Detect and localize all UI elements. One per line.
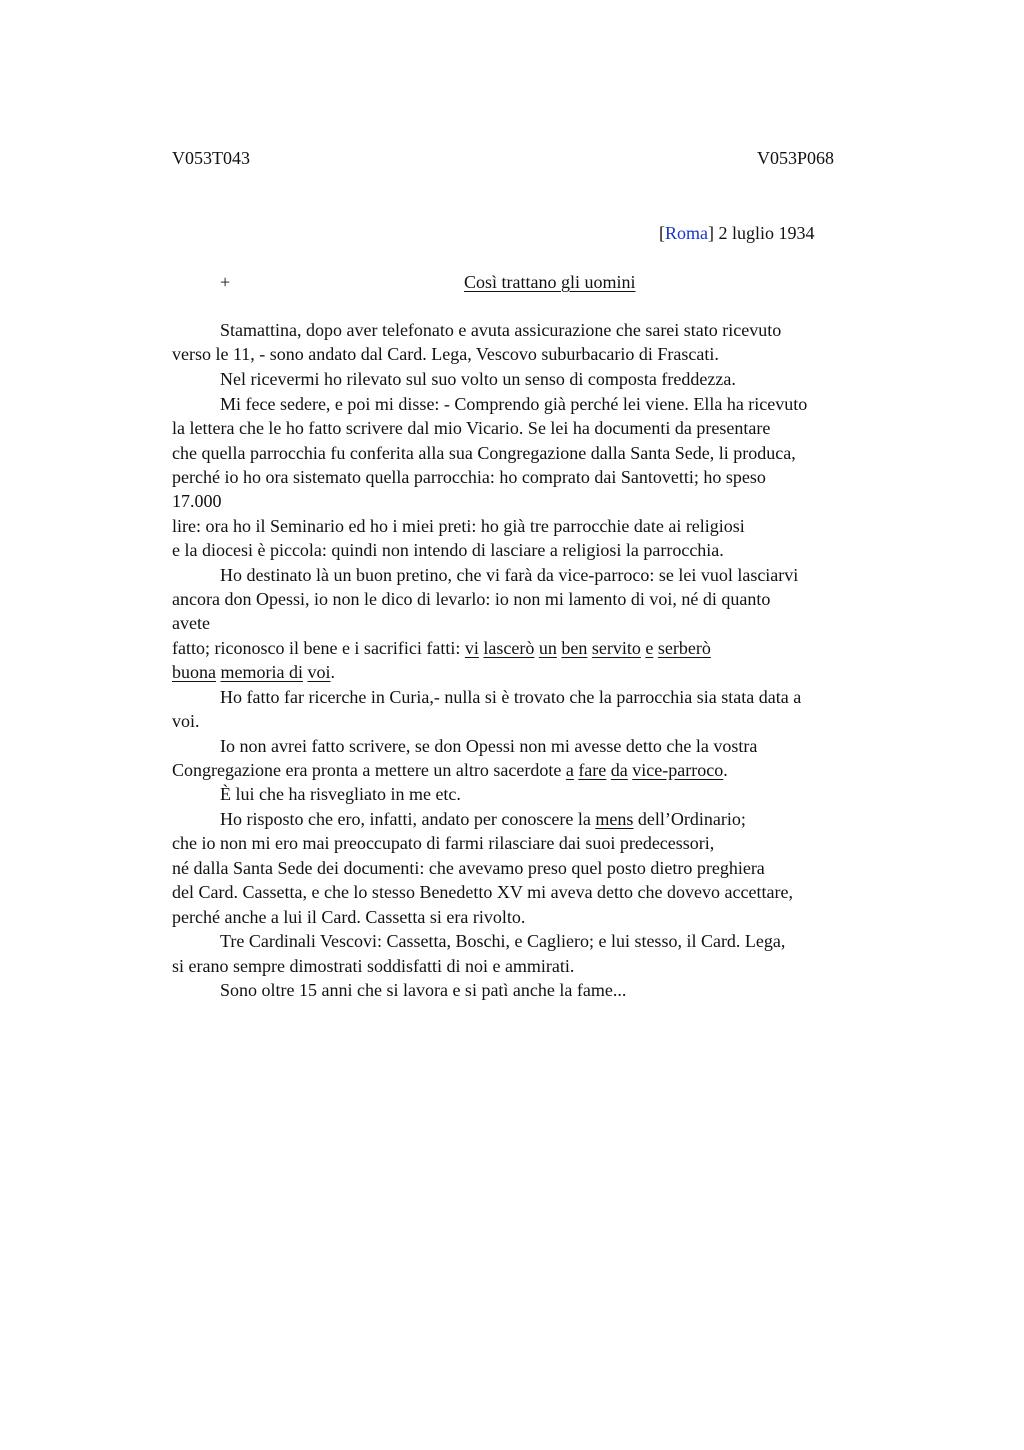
body-line: si erano sempre dimostrati soddisfatti di noi e ammirati.: [172, 956, 575, 976]
body-line: [172, 636, 711, 660]
body-text: .: [330, 662, 335, 682]
body-line: Nel ricevermi ho rilevato sul suo volto un senso di composta freddezza.: [220, 369, 736, 389]
body-line: 17.000: [172, 491, 222, 511]
document-code-right: V053P068: [757, 148, 835, 168]
body-line: [220, 807, 746, 831]
underlined-word: mens: [595, 809, 634, 829]
body-text: fatto; riconosco il bene e i sacrifici fatti:: [172, 638, 465, 658]
body-line: Sono oltre 15 anni che si lavora e si patì anche la fame...: [220, 980, 627, 1000]
body-text: Ho risposto che ero, infatti, andato per conoscere la: [220, 809, 596, 829]
document-title: Così trattano gli uomini: [464, 272, 636, 292]
body-line: che quella parrocchia fu conferita alla sua Congregazione dalla Santa Sede, li produca,: [172, 443, 796, 463]
underlined-word: vi: [464, 638, 479, 658]
body-line: la lettera che le ho fatto scrivere dal mio Vicario. Se lei ha documenti da presentare: [172, 418, 771, 438]
body-line: e la diocesi è piccola: quindi non intendo di lasciare a religiosi la parrocchia.: [172, 540, 724, 560]
body-line: Stamattina, dopo aver telefonato e avuta assicurazione che sarei stato ricevuto: [220, 320, 782, 340]
body-line: lire: ora ho il Seminario ed ho i miei preti: ho già tre parrocchie date ai religiosi: [172, 516, 745, 536]
body-line: [172, 660, 335, 684]
body-text: Congregazione era pronta a mettere un altro sacerdote: [172, 760, 566, 780]
body-line: del Card. Cassetta, e che lo stesso Benedetto XV mi aveva detto che dovevo accettare,: [172, 882, 793, 902]
underlined-word: fare: [578, 760, 607, 780]
underlined-word: serberò: [657, 638, 711, 658]
body-line: voi.: [172, 711, 200, 731]
body-line: ancora don Opessi, io non le dico di levarlo: io non mi lamento di voi, né di quanto: [172, 589, 771, 609]
underlined-word: lascerò: [483, 638, 535, 658]
place-link[interactable]: Roma: [665, 223, 708, 243]
body-text: .: [723, 760, 728, 780]
date-text: 2 luglio 1934: [714, 223, 815, 243]
underlined-word: un: [538, 638, 557, 658]
underlined-word: da: [610, 760, 628, 780]
bracket-open: [: [659, 223, 665, 243]
document-code-left: V053T043: [172, 148, 250, 168]
underlined-word: vice-parroco: [632, 760, 724, 780]
underlined-word: e: [645, 638, 654, 658]
bracket-close: ]: [708, 223, 714, 243]
dateline: [659, 221, 815, 245]
body-line: perché anche a lui il Card. Cassetta si era rivolto.: [172, 907, 526, 927]
body-line: né dalla Santa Sede dei documenti: che avevamo preso quel posto dietro preghiera: [172, 858, 765, 878]
body-line: verso le 11, - sono andato dal Card. Lega, Vescovo suburbacario di Frascati.: [172, 344, 719, 364]
body-line: Io non avrei fatto scrivere, se don Opessi non mi avesse detto che la vostra: [220, 736, 758, 756]
underlined-word: buona: [172, 662, 216, 682]
underlined-word: memoria di: [220, 662, 303, 682]
body-line: [172, 758, 728, 782]
body-line: Ho destinato là un buon pretino, che vi farà da vice-parroco: se lei vuol lasciarvi: [220, 565, 799, 585]
body-line: Mi fece sedere, e poi mi disse: - Comprendo già perché lei viene. Ella ha ricevuto: [220, 394, 808, 414]
underlined-word: a: [565, 760, 574, 780]
cross-symbol: +: [220, 272, 231, 292]
body-line: che io non mi ero mai preoccupato di farmi rilasciare dai suoi predecessori,: [172, 833, 715, 853]
underlined-word: ben: [561, 638, 588, 658]
body-line: Tre Cardinali Vescovi: Cassetta, Boschi, e Cagliero; e lui stesso, il Card. Lega,: [220, 931, 786, 951]
body-text: dell’Ordinario;: [633, 809, 746, 829]
body-line: È lui che ha risvegliato in me etc.: [220, 784, 461, 804]
body-line: Ho fatto far ricerche in Curia,- nulla si è trovato che la parrocchia sia stata data a: [220, 687, 802, 707]
underlined-word: voi: [307, 662, 331, 682]
underlined-word: servito: [591, 638, 641, 658]
body-line: avete: [172, 613, 210, 633]
body-line: perché io ho ora sistemato quella parrocchia: ho comprato dai Santovetti; ho speso: [172, 467, 766, 487]
